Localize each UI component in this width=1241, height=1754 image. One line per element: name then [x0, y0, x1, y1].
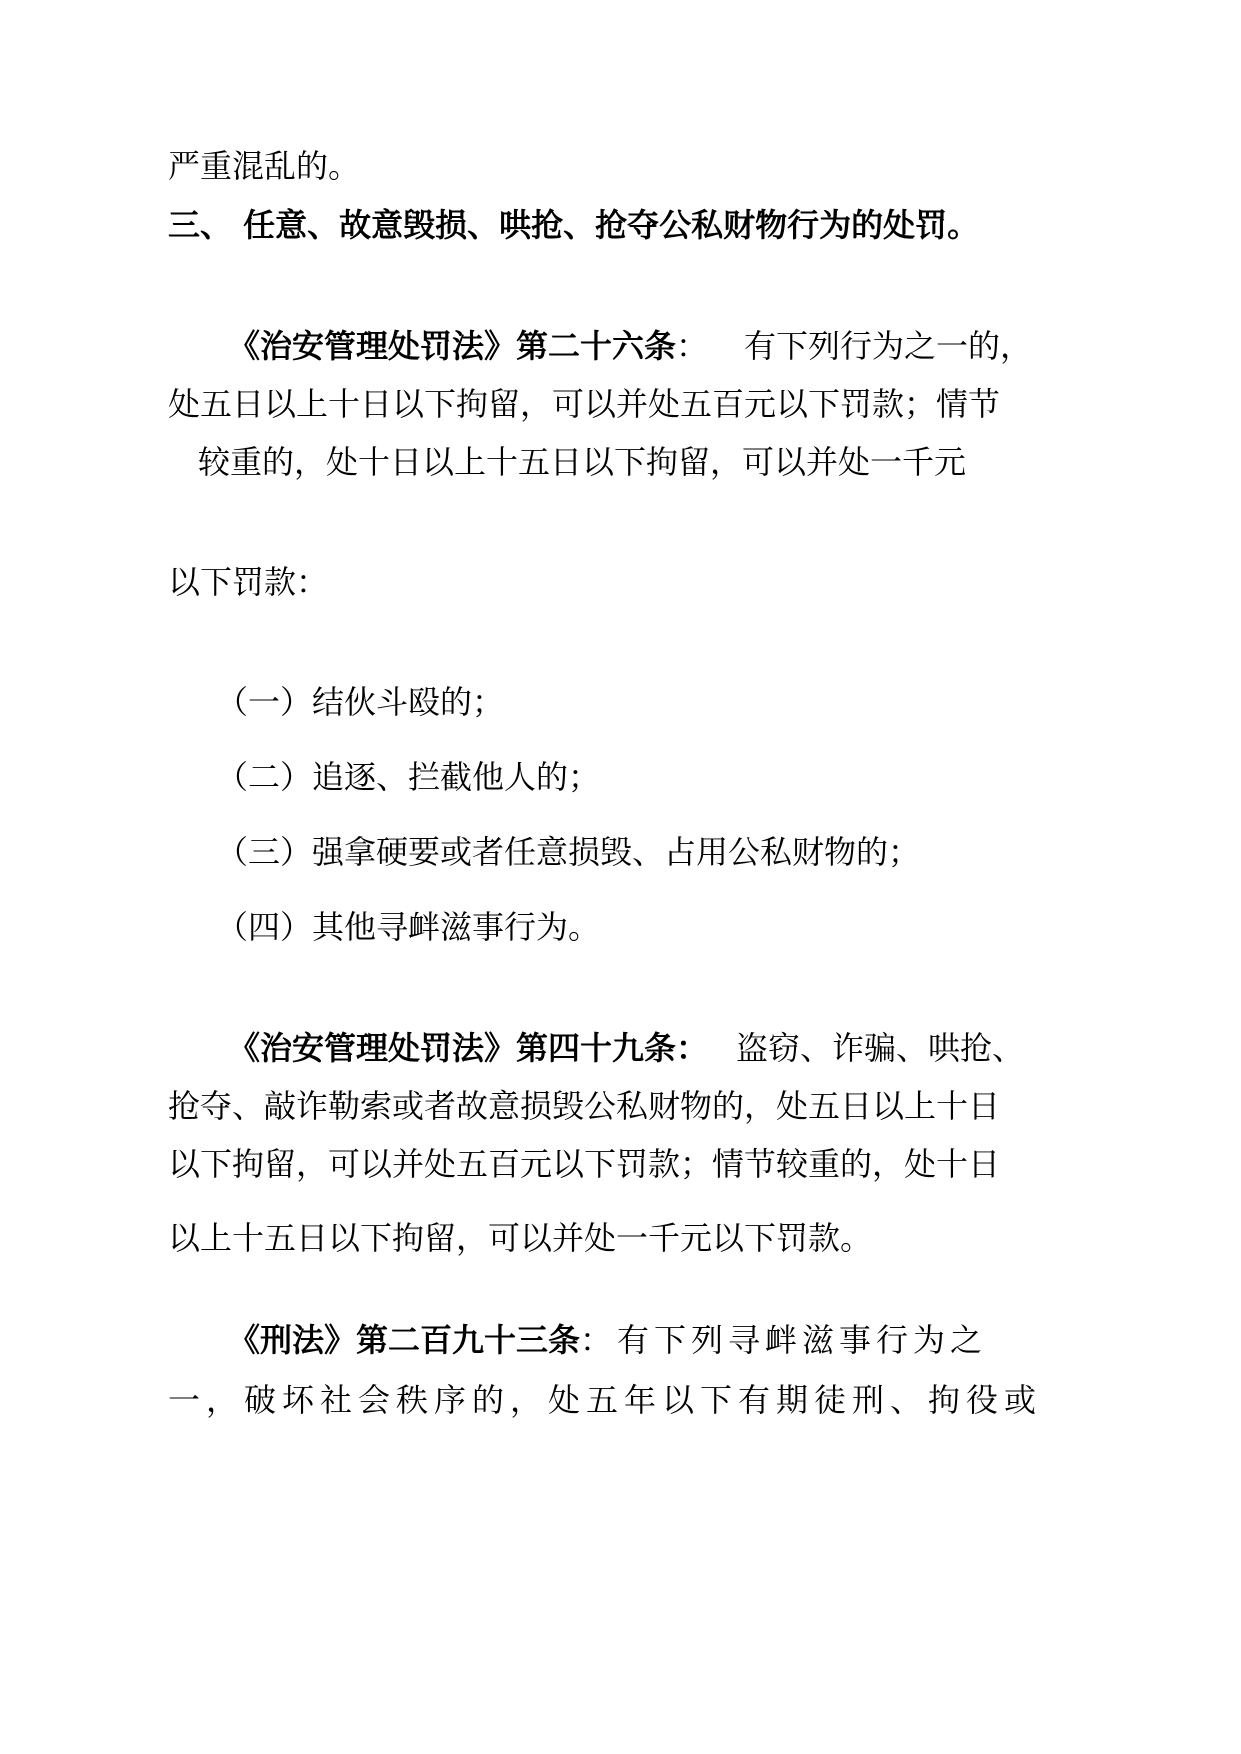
list-item: （四）其他寻衅滋事行为。	[216, 908, 601, 946]
continuation-text: 严重混乱的。	[168, 147, 361, 185]
criminal-law-293-line-2: 一，破坏社会秩序的，处五年以下有期徒刑、拘役或	[168, 1381, 1043, 1419]
article-26-line-4: 以下罚款：	[168, 563, 329, 601]
article-title: 《治安管理处罚法》第四十九条：	[228, 1029, 709, 1067]
article-26-line-2: 处五日以上十日以下拘留，可以并处五百元以下罚款；情节	[168, 385, 1001, 423]
article-26-line-3: 较重的，处十日以上十五日以下拘留，可以并处一千元	[198, 443, 967, 481]
criminal-law-293-first-line	[228, 1318, 987, 1362]
article-text: 有下列行为之一的，	[744, 327, 1033, 365]
article-text: 盗窃、诈骗、哄抢、	[736, 1029, 1025, 1067]
article-49-first-line	[228, 1026, 1024, 1070]
section-heading: 三、 任意、故意毁损、哄抢、抢夺公私财物行为的处罚。	[168, 206, 980, 244]
list-item: （一）结伙斗殴的；	[216, 683, 505, 721]
article-colon: ：	[676, 327, 709, 365]
article-49-line-3: 以下拘留，可以并处五百元以下罚款；情节较重的，处十日	[168, 1145, 1001, 1183]
article-49-line-4: 以上十五日以下拘留，可以并处一千元以下罚款。	[168, 1219, 873, 1257]
article-text: ：有下列寻衅滋事行为之	[580, 1321, 988, 1359]
article-26-first-line	[228, 324, 1032, 368]
list-item: （二）追逐、拦截他人的；	[216, 758, 601, 796]
article-49-line-2: 抢夺、敲诈勒索或者故意损毁公私财物的，处五日以上十日	[168, 1087, 1001, 1125]
article-title: 《刑法》第二百九十三条	[228, 1321, 581, 1359]
list-item: （三）强拿硬要或者任意损毁、占用公私财物的；	[216, 833, 921, 871]
article-title: 《治安管理处罚法》第二十六条	[228, 327, 677, 365]
